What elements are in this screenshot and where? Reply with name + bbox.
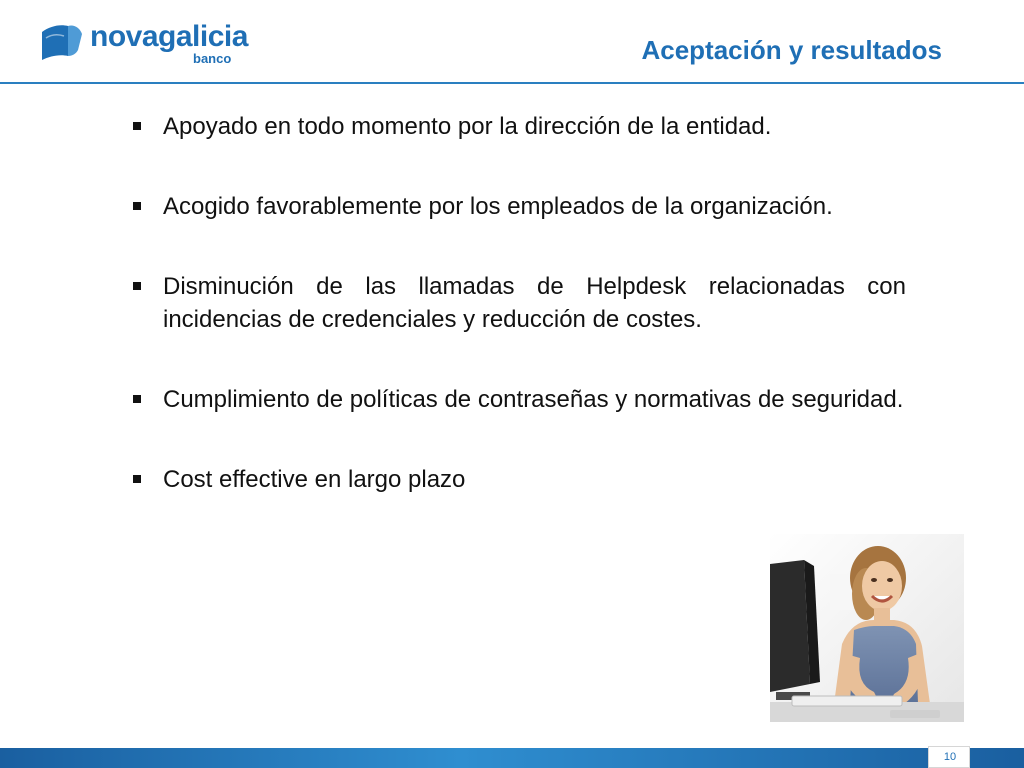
sail-logo-icon: [38, 20, 84, 64]
logo-wordmark: novagalicia: [90, 20, 248, 53]
bullet-text: Disminución de las llamadas de Helpdesk relacionadas con incidencias de credenciales y reducción de costes.: [163, 273, 906, 333]
footer-bar: [0, 748, 1024, 768]
slide-title: Aceptación y resultados: [641, 35, 942, 65]
page-number-box: [928, 746, 970, 768]
bullet-item: [130, 383, 906, 416]
square-bullet-icon: [133, 395, 141, 403]
bullet-item: [130, 110, 906, 143]
logo-subtitle: banco: [193, 51, 232, 66]
bullet-text: Acogido favorablemente por los empleados de la organización.: [163, 193, 833, 220]
bullet-list: [130, 110, 906, 496]
square-bullet-icon: [133, 475, 141, 483]
photo-illustration: [770, 534, 964, 722]
square-bullet-icon: [133, 202, 141, 210]
bullet-item: [130, 270, 906, 336]
bullet-item: [130, 463, 906, 496]
square-bullet-icon: [133, 282, 141, 290]
page-number: 10: [943, 751, 957, 763]
bullet-text: Cumplimiento de políticas de contraseñas y normativas de seguridad.: [163, 386, 904, 413]
bullet-text: Cost effective en largo plazo: [163, 466, 466, 493]
brand-logo: [38, 18, 258, 68]
bullet-text: Apoyado en todo momento por la dirección de la entidad.: [163, 113, 772, 140]
header-divider: [0, 82, 1024, 84]
square-bullet-icon: [133, 122, 141, 130]
woman-at-computer-photo: [770, 534, 964, 722]
bullet-item: [130, 190, 906, 223]
